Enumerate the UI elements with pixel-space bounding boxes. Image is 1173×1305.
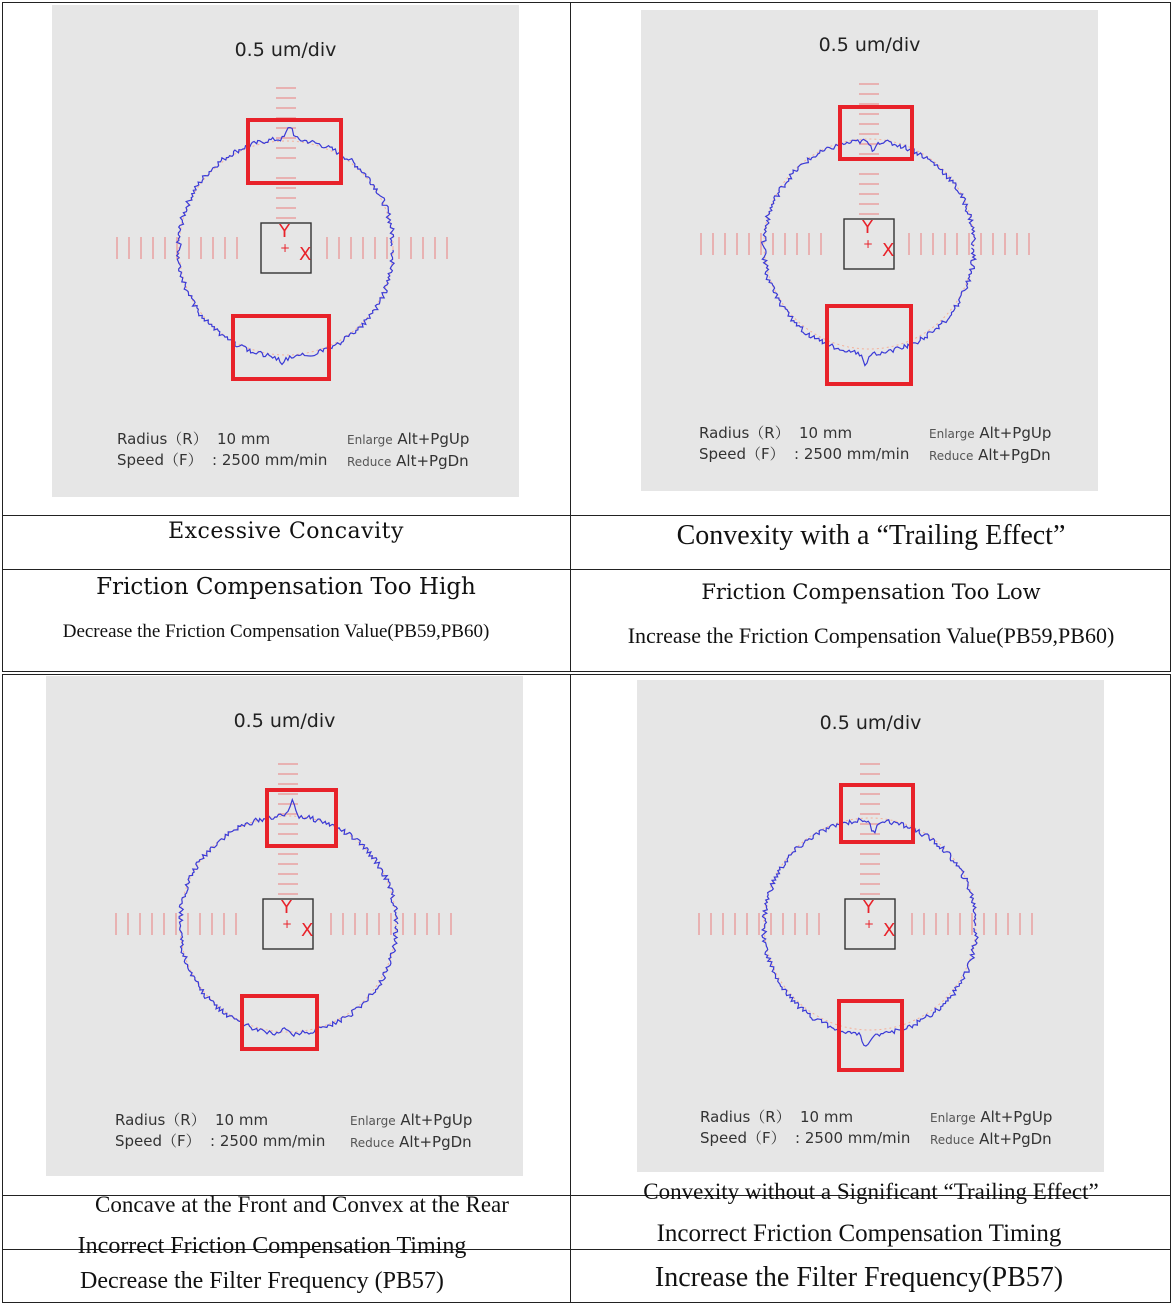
radius-label: Radius（R）: [115, 1111, 206, 1129]
x-axis-label: X: [299, 244, 312, 265]
enlarge-label: Enlarge: [350, 1114, 396, 1128]
enlarge-label: Enlarge: [930, 1111, 976, 1125]
speed-value: : 2500 mm/min: [212, 451, 328, 469]
circle-plot-3: [46, 676, 523, 1176]
zoom-shortcuts: [929, 423, 1051, 467]
radius-value: 10 mm: [217, 430, 271, 448]
reduce-label: Reduce: [929, 449, 974, 463]
measured-trace: [762, 139, 976, 365]
circle-plot-4: [637, 680, 1104, 1172]
scale-title: 0.5 um/div: [233, 710, 336, 732]
y-scale-ticks: [859, 84, 879, 214]
radius-value: 10 mm: [799, 424, 853, 442]
x-axis-label: X: [883, 920, 896, 941]
reduce-keys: Alt+PgDn: [979, 1130, 1052, 1148]
enlarge-keys: Alt+PgUp: [397, 430, 470, 448]
test-parameters: [699, 423, 909, 465]
center-mark: +: [281, 917, 293, 931]
scale-title: 0.5 um/div: [818, 34, 921, 56]
speed-label: Speed（F）: [699, 445, 785, 463]
speed-value: : 2500 mm/min: [794, 445, 910, 463]
rear-highlight-box: [242, 996, 317, 1049]
zoom-shortcuts: [347, 429, 469, 473]
cause-caption-4: Incorrect Friction Compensation Timing: [656, 1220, 1062, 1247]
symptom-caption-1: Excessive Concavity: [168, 519, 404, 544]
speed-value: : 2500 mm/min: [795, 1129, 911, 1147]
enlarge-keys: Alt+PgUp: [400, 1111, 473, 1129]
row-line-1: [2, 515, 1171, 516]
y-axis-label: Y: [279, 221, 290, 242]
center-mark: +: [279, 241, 291, 255]
enlarge-keys: Alt+PgUp: [980, 1108, 1053, 1126]
x-axis-label: X: [882, 240, 895, 261]
plot-graphic: [46, 676, 523, 1176]
circle-plot-1: [52, 5, 519, 497]
fix-caption-4: Increase the Filter Frequency(PB57): [654, 1262, 1064, 1293]
center-mark: +: [862, 237, 874, 251]
front-highlight-box: [267, 790, 336, 846]
y-axis-label: Y: [862, 217, 873, 238]
scale-title: 0.5 um/div: [819, 712, 922, 734]
test-parameters: [700, 1107, 910, 1149]
reduce-label: Reduce: [347, 455, 392, 469]
symptom-caption-4: Convexity without a Significant “Trailing Effect”: [643, 1179, 1099, 1204]
enlarge-keys: Alt+PgUp: [979, 424, 1052, 442]
circle-plot-2: [641, 10, 1098, 491]
fix-caption-1: Decrease the Friction Compensation Value(PB59,PB60): [62, 621, 490, 642]
cause-caption-1: Friction Compensation Too High: [96, 574, 476, 600]
cause-caption-2: Friction Compensation Too Low: [701, 580, 1041, 604]
symptom-caption-3: Concave at the Front and Convex at the Rear: [95, 1192, 509, 1217]
y-scale-ticks: [276, 88, 296, 218]
test-parameters: [117, 429, 327, 471]
scale-title: 0.5 um/div: [234, 39, 337, 61]
plot-graphic: [52, 5, 519, 497]
enlarge-label: Enlarge: [929, 427, 975, 441]
row-line-2: [2, 569, 1171, 570]
radius-label: Radius（R）: [700, 1108, 791, 1126]
y-axis-label: Y: [863, 897, 874, 918]
speed-label: Speed（F）: [700, 1129, 786, 1147]
reduce-label: Reduce: [930, 1133, 975, 1147]
zoom-shortcuts: [350, 1110, 472, 1154]
reduce-keys: Alt+PgDn: [978, 446, 1051, 464]
y-scale-ticks: [278, 764, 298, 894]
speed-label: Speed（F）: [117, 451, 203, 469]
divider-top: [570, 2, 571, 672]
radius-label: Radius（R）: [117, 430, 208, 448]
front-highlight-box: [248, 120, 341, 183]
fix-caption-3: Decrease the Filter Frequency (PB57): [80, 1268, 444, 1294]
test-parameters: [115, 1110, 325, 1152]
reduce-keys: Alt+PgDn: [399, 1133, 472, 1151]
speed-label: Speed（F）: [115, 1132, 201, 1150]
enlarge-label: Enlarge: [347, 433, 393, 447]
cause-caption-3: Incorrect Friction Compensation Timing: [77, 1233, 467, 1259]
radius-value: 10 mm: [215, 1111, 269, 1129]
zoom-shortcuts: [930, 1107, 1052, 1151]
rear-highlight-box: [839, 1001, 902, 1070]
radius-value: 10 mm: [800, 1108, 854, 1126]
reduce-keys: Alt+PgDn: [396, 452, 469, 470]
plot-graphic: [637, 680, 1104, 1172]
x-axis-label: X: [301, 920, 314, 941]
fix-caption-2: Increase the Friction Compensation Value(PB59,PB60): [627, 623, 1115, 648]
symptom-caption-2: Convexity with a “Trailing Effect”: [676, 520, 1066, 551]
reduce-label: Reduce: [350, 1136, 395, 1150]
plot-graphic: [641, 10, 1098, 491]
y-axis-label: Y: [281, 897, 292, 918]
speed-value: : 2500 mm/min: [210, 1132, 326, 1150]
rear-highlight-box: [233, 316, 329, 379]
center-mark: +: [863, 917, 875, 931]
front-highlight-box: [840, 107, 912, 159]
radius-label: Radius（R）: [699, 424, 790, 442]
